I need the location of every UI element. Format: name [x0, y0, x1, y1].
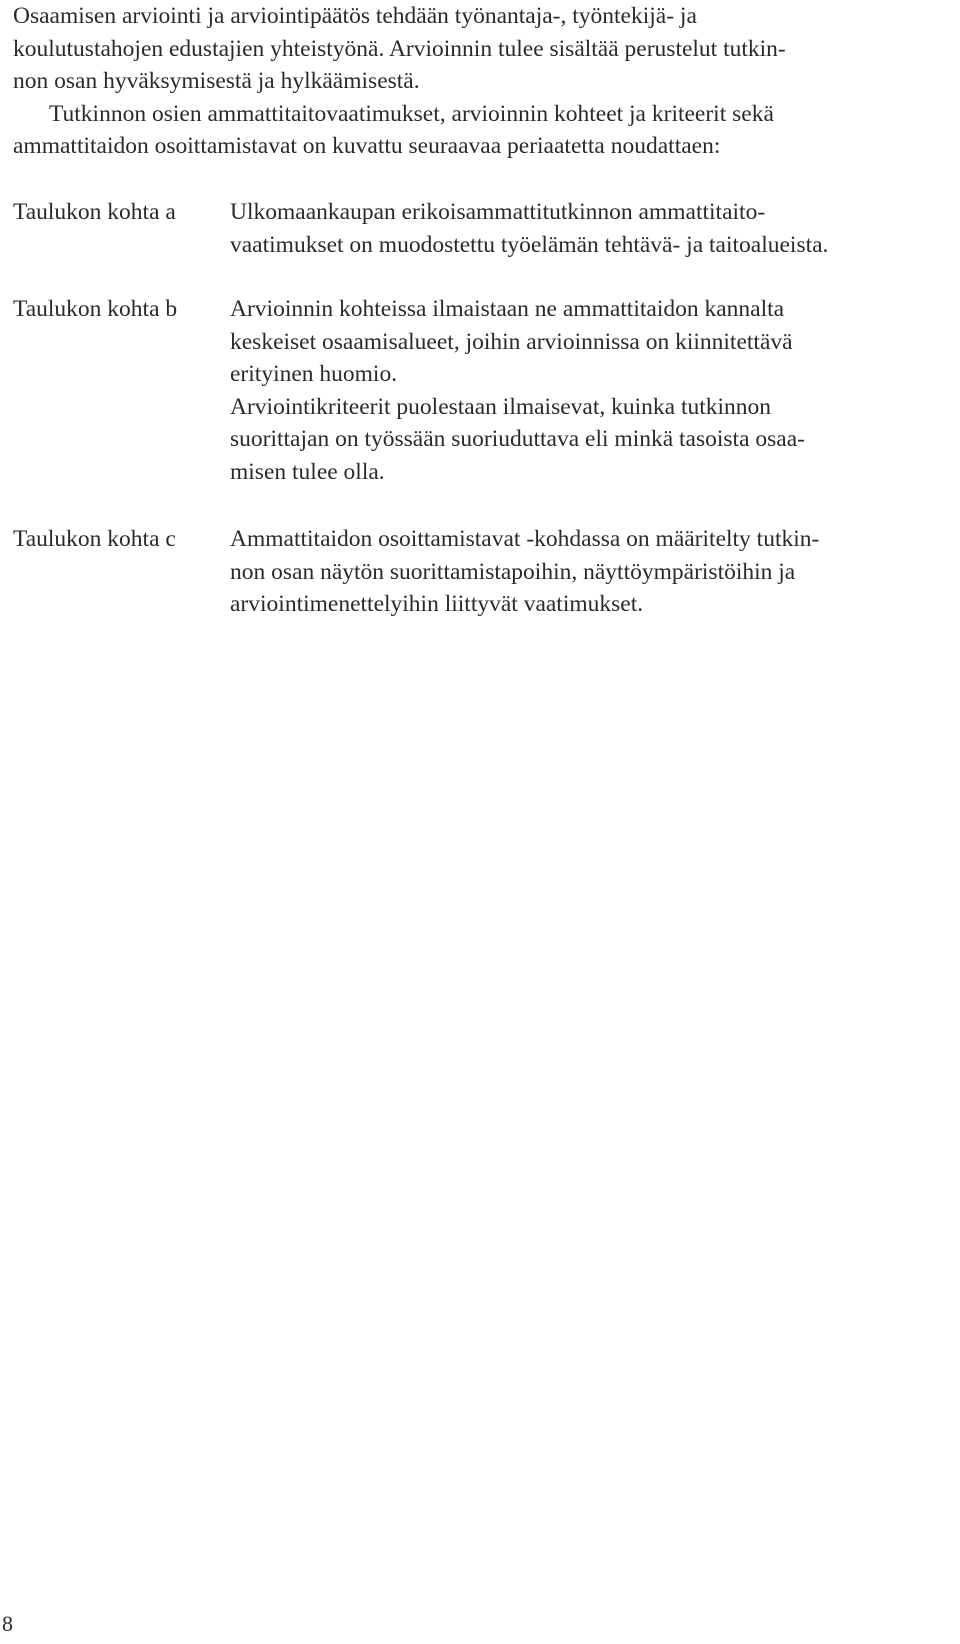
intro-line: non osan hyväksymisestä ja hylkäämisestä. — [13, 68, 420, 94]
table-item-description — [230, 523, 930, 621]
description-line: Arvioinnin kohteissa ilmaistaan ne ammattitaidon kannalta — [230, 296, 785, 322]
intro-line: Osaamisen arviointi ja arviointipäätös tehdään työnantaja-, työntekijä- ja — [13, 3, 697, 29]
table-item-label: Taulukon kohta a — [13, 199, 176, 225]
intro-text — [13, 0, 943, 163]
intro-line: Tutkinnon osien ammattitaitovaatimukset, arvioinnin kohteet ja kriteerit sekä — [49, 100, 774, 127]
description-line: suorittajan on työssään suoriuduttava eli minkä tasoista osaa- — [230, 426, 805, 452]
intro-paragraph-1 — [13, 0, 943, 98]
table-item-label: Taulukon kohta c — [13, 526, 176, 552]
page-number: 8 — [2, 1611, 13, 1636]
intro-paragraph-2 — [13, 98, 943, 163]
description-line: Arviointikriteerit puolestaan ilmaisevat, kuinka tutkinnon — [230, 393, 772, 420]
table-item-description — [230, 293, 930, 488]
intro-line: koulutustahojen edustajien yhteistyönä. Arvioinnin tulee sisältää perustelut tutkin- — [13, 35, 786, 62]
table-item-description — [230, 196, 930, 261]
description-line: arviointimenettelyihin liittyvät vaatimukset. — [230, 591, 644, 617]
description-line: Ammattitaidon osoittamistavat -kohdassa on määritelty tutkin- — [230, 526, 820, 552]
intro-line: ammattitaidon osoittamistavat on kuvattu seuraavaa periaatetta noudattaen: — [13, 133, 721, 159]
description-line: vaatimukset on muodostettu työelämän tehtävä- ja taitoalueista. — [230, 231, 829, 258]
description-line: misen tulee olla. — [230, 458, 385, 485]
description-line: Ulkomaankaupan erikoisammattitutkinnon ammattitaito- — [230, 199, 766, 225]
table-item-label: Taulukon kohta b — [13, 296, 178, 322]
description-line: keskeiset osaamisalueet, joihin arvioinnissa on kiinnitettävä — [230, 328, 793, 355]
description-line: non osan näytön suorittamistapoihin, näyttöympäristöihin ja — [230, 558, 796, 585]
description-line: erityinen huomio. — [230, 361, 398, 387]
